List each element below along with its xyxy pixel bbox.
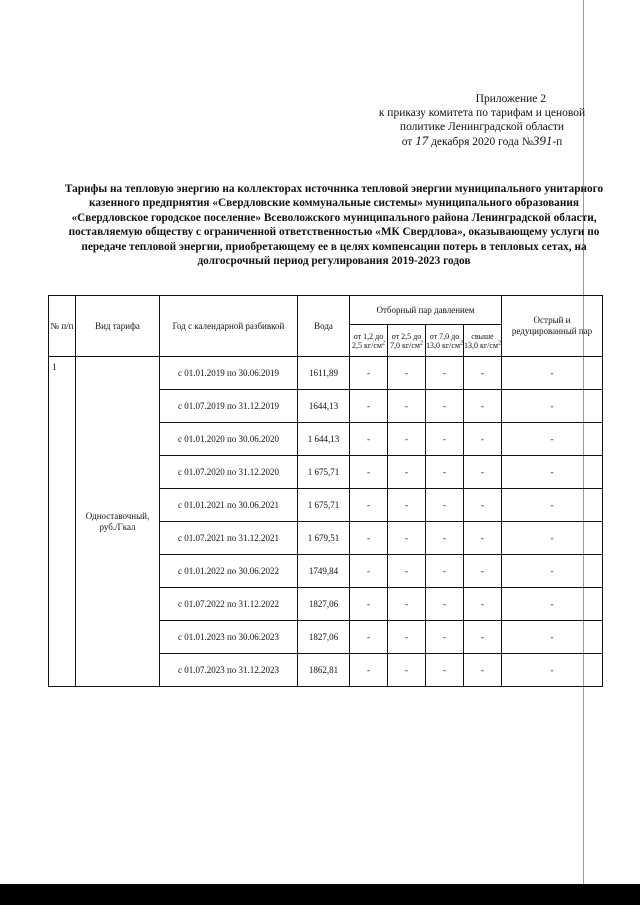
water-cell: 1827,06 <box>298 588 350 621</box>
steam-2-cell: - <box>388 456 426 489</box>
sharp-steam-cell: - <box>502 456 603 489</box>
steam-4-cell: - <box>464 357 502 390</box>
water-cell: 1644,13 <box>298 390 350 423</box>
document-title: Тарифы на тепловую энергию на коллекторах источника тепловой энергии муниципального унитарного казенного предприятия «Свердловские коммунальные системы» муниципального образования «Свердловское городское поселение» Всеволожского муниципального района Ленинградской области, поставляемую обществу с ограниченной ответственностью «МК Свердлова», оказывающему услуги по передаче тепловой энергии, приобретающему ее в целях компенсации потерь в тепловых сетах, на долгосрочный период регулирования 2019-2023 годов <box>64 183 604 268</box>
sharp-steam-cell: - <box>502 654 603 687</box>
sharp-steam-cell: - <box>502 423 603 456</box>
steam-1-cell: - <box>350 555 388 588</box>
period-cell: с 01.01.2021 по 30.06.2021 <box>160 489 298 522</box>
tariff-table <box>48 295 603 687</box>
water-cell: 1 675,71 <box>298 456 350 489</box>
sharp-steam-cell: - <box>502 522 603 555</box>
steam-2-cell: - <box>388 390 426 423</box>
header-num: № п/п <box>49 296 76 357</box>
header-steam-4: свыше 13,0 $кг/см^2$ <box>464 325 502 357</box>
steam-1-cell: - <box>350 588 388 621</box>
sharp-steam-cell: - <box>502 621 603 654</box>
steam-2-cell: - <box>388 423 426 456</box>
header-steam-group: Отборный пар давлением <box>350 296 502 325</box>
steam-4-cell: - <box>464 621 502 654</box>
water-cell: 1827,06 <box>298 621 350 654</box>
period-cell: с 01.01.2019 по 30.06.2019 <box>160 357 298 390</box>
steam-3-cell: - <box>426 489 464 522</box>
steam-1-cell: - <box>350 456 388 489</box>
steam-2-cell: - <box>388 357 426 390</box>
water-cell: 1862,81 <box>298 654 350 687</box>
period-cell: с 01.01.2023 по 30.06.2023 <box>160 621 298 654</box>
steam-2-cell: - <box>388 555 426 588</box>
period-cell: с 01.07.2019 по 31.12.2019 <box>160 390 298 423</box>
header-period: Год с календарной разбивкой <box>160 296 298 357</box>
steam-1-cell: - <box>350 489 388 522</box>
period-cell: с 01.01.2022 по 30.06.2022 <box>160 555 298 588</box>
period-cell: с 01.07.2021 по 31.12.2021 <box>160 522 298 555</box>
steam-3-cell: - <box>426 357 464 390</box>
sharp-steam-cell: - <box>502 357 603 390</box>
steam-2-cell: - <box>388 522 426 555</box>
table-row <box>49 357 603 390</box>
steam-4-cell: - <box>464 456 502 489</box>
tariff-type-cell: Одноставочный, руб./Гкал <box>76 357 160 687</box>
steam-4-cell: - <box>464 390 502 423</box>
header-steam-2: от 2,5 до 7,0 $кг/см^2$ <box>388 325 426 357</box>
scan-bottom-bar <box>0 884 640 905</box>
steam-1-cell: - <box>350 654 388 687</box>
steam-4-cell: - <box>464 423 502 456</box>
steam-3-cell: - <box>426 423 464 456</box>
header-steam-3: от 7,0 до 13,0 $кг/см^2$ <box>426 325 464 357</box>
header-water: Вода <box>298 296 350 357</box>
date-mid: декабря 2020 года № <box>431 136 533 148</box>
steam-2-cell: - <box>388 621 426 654</box>
appendix-committee-line: политике Ленинградской области <box>399 121 565 133</box>
steam-3-cell: - <box>426 588 464 621</box>
header-sharp-steam: Острый и редуцированный пар <box>502 296 603 357</box>
steam-4-cell: - <box>464 654 502 687</box>
water-cell: 1 679,51 <box>298 522 350 555</box>
steam-1-cell: - <box>350 390 388 423</box>
steam-3-cell: - <box>426 621 464 654</box>
steam-3-cell: - <box>426 522 464 555</box>
appendix-block <box>352 92 612 149</box>
steam-1-cell: - <box>350 522 388 555</box>
period-cell: с 01.01.2020 по 30.06.2020 <box>160 423 298 456</box>
water-cell: 1611,89 <box>298 357 350 390</box>
appendix-order-line: к приказу комитета по тарифам и ценовой <box>378 107 586 119</box>
appendix-date-line <box>352 134 612 149</box>
appendix-title: Приложение 2 <box>475 93 546 105</box>
steam-1-cell: - <box>350 621 388 654</box>
water-cell: 1 644,13 <box>298 423 350 456</box>
water-cell: 1749,84 <box>298 555 350 588</box>
period-cell: с 01.07.2023 по 31.12.2023 <box>160 654 298 687</box>
steam-4-cell: - <box>464 522 502 555</box>
date-prefix: от <box>401 136 413 148</box>
steam-1-cell: - <box>350 357 388 390</box>
steam-3-cell: - <box>426 555 464 588</box>
period-cell: с 01.07.2022 по 31.12.2022 <box>160 588 298 621</box>
steam-3-cell: - <box>426 654 464 687</box>
sharp-steam-cell: - <box>502 555 603 588</box>
steam-3-cell: - <box>426 390 464 423</box>
sharp-steam-cell: - <box>502 489 603 522</box>
steam-4-cell: - <box>464 489 502 522</box>
steam-1-cell: - <box>350 423 388 456</box>
steam-3-cell: - <box>426 456 464 489</box>
steam-2-cell: - <box>388 654 426 687</box>
water-cell: 1 675,71 <box>298 489 350 522</box>
header-steam-1: от 1,2 до 2,5 $кг/см^2$ <box>350 325 388 357</box>
steam-4-cell: - <box>464 555 502 588</box>
period-cell: с 01.07.2020 по 31.12.2020 <box>160 456 298 489</box>
row-number: 1 <box>49 357 76 687</box>
order-number: 391 <box>532 133 553 148</box>
steam-2-cell: - <box>388 489 426 522</box>
steam-2-cell: - <box>388 588 426 621</box>
date-day: 17 <box>415 133 429 148</box>
steam-4-cell: - <box>464 588 502 621</box>
sharp-steam-cell: - <box>502 390 603 423</box>
date-suffix: -п <box>552 136 563 148</box>
header-type: Вид тарифа <box>76 296 160 357</box>
sharp-steam-cell: - <box>502 588 603 621</box>
